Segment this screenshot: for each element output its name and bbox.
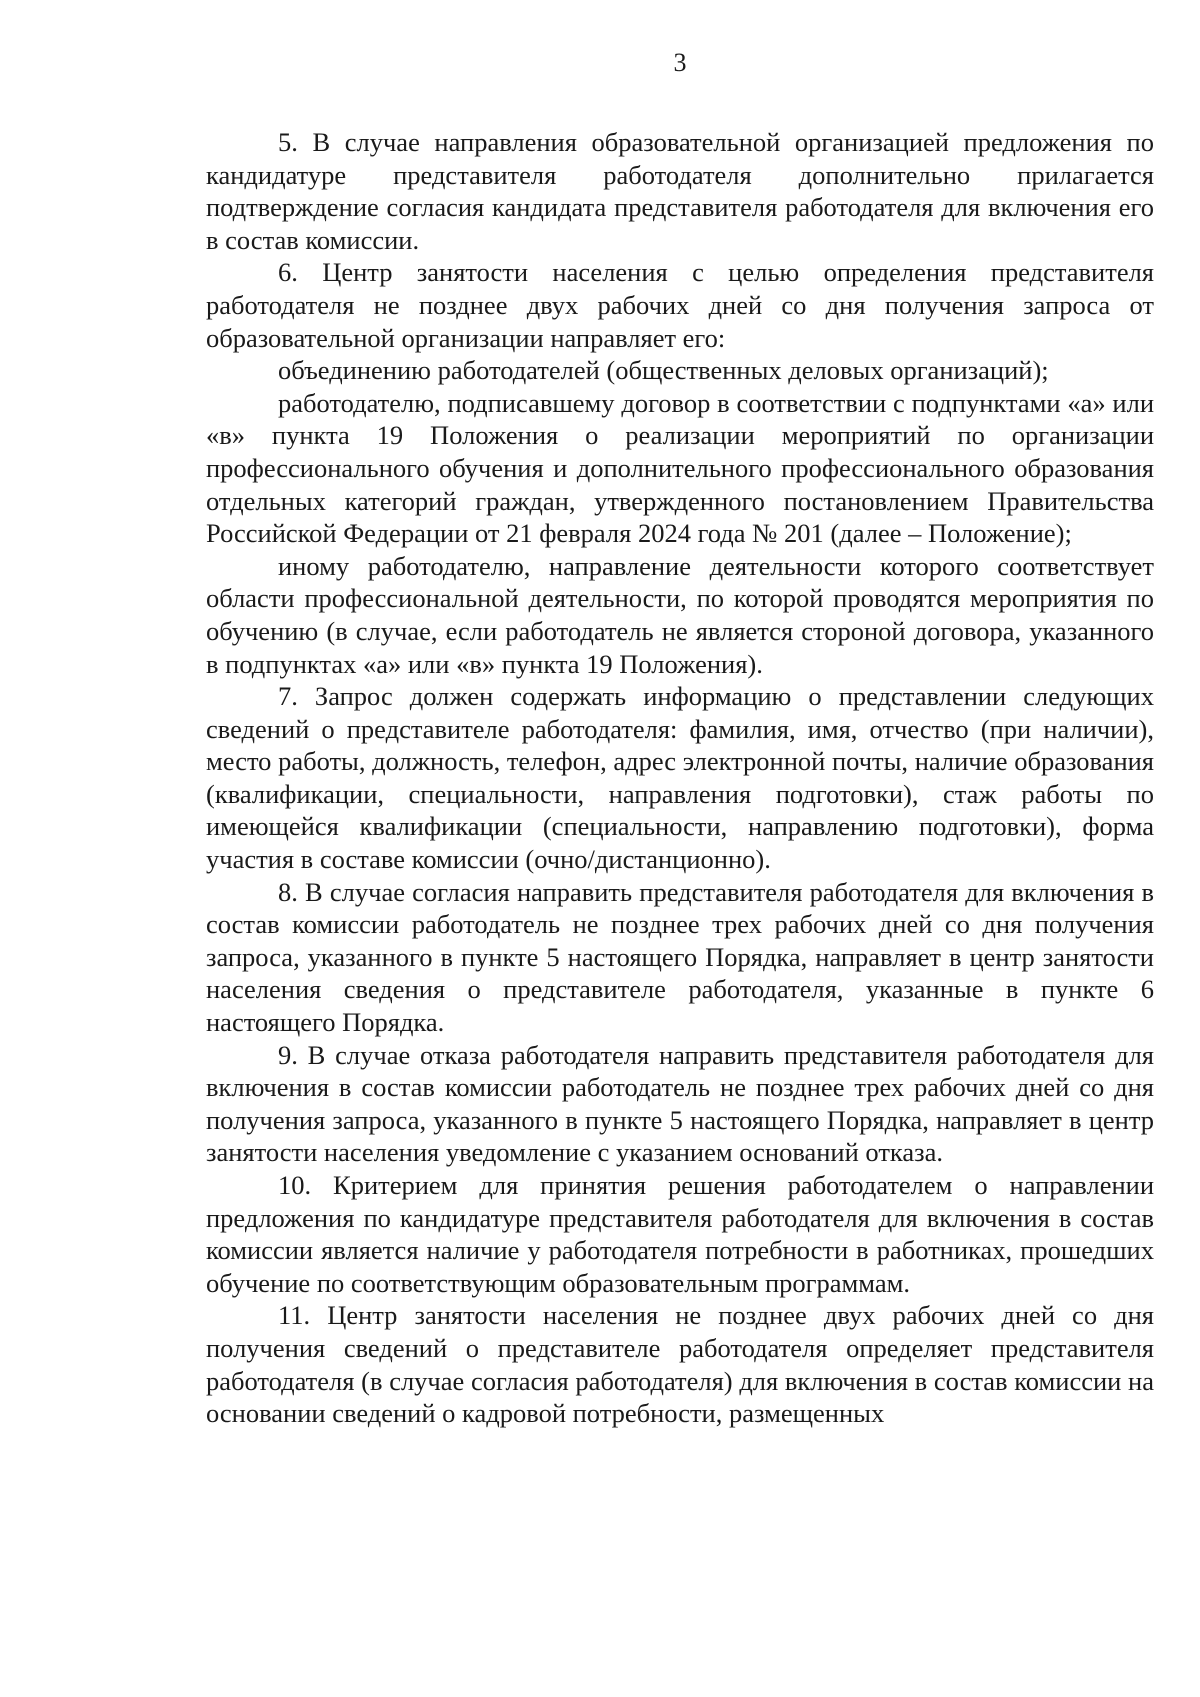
paragraph-item-6: 6. Центр занятости населения с целью определения представителя работодателя не позднее двух рабочих дней со дня получения запроса от образовательной организации направляет его:: [206, 257, 1154, 353]
paragraph-item-5: 5. В случае направления образовательной организацией предложения по кандидатуре представителя работодателя дополнительно прилагается подтверждение согласия кандидата представителя работодателя для включения его в состав комиссии.: [206, 127, 1154, 255]
paragraph-other-employer: иному работодателю, направление деятельности которого соответствует области профессиональной деятельности, по которой проводятся мероприятия по обучению (в случае, если работодатель не является стороной договора, указанного в подпунктах «а» или «в» пункта 19 Положения).: [206, 550, 1154, 679]
paragraph-item-11: 11. Центр занятости населения не позднее двух рабочих дней со дня получения сведений о представителе работодателя определяет представителя работодателя (в случае согласия работодателя) для включения в состав комиссии на основании сведений о кадровой потребности, размещенных: [206, 1300, 1154, 1429]
paragraph-item-8: 8. В случае согласия направить представителя работодателя для включения в состав комиссии работодатель не позднее трех рабочих дней со дня получения запроса, указанного в пункте 5 настоящего Порядка, направляет в центр занятости населения сведения о представителе работодателя, указанные в пункте 6 настоящего Порядка.: [206, 876, 1154, 1038]
paragraph-item-7: 7. Запрос должен содержать информацию о представлении следующих сведений о представителе работодателя: фамилия, имя, отчество (при наличии), место работы, должность, телефон, адрес электронной почты, наличие образования (квалификации, специальности, направления подготовки), стаж работы по имеющейся квалификации (специальности, направлению подготовки), форма участия в составе комиссии (очно/дистанционно).: [206, 681, 1154, 875]
paragraph-item-9: 9. В случае отказа работодателя направить представителя работодателя для включения в состав комиссии работодатель не позднее трех рабочих дней со дня получения запроса, указанного в пункте 5 настоящего Порядка, направляет в центр занятости населения уведомление с указанием оснований отказа.: [206, 1039, 1154, 1168]
paragraph-item-10: 10. Критерием для принятия решения работодателем о направлении предложения по кандидатуре представителя работодателя для включения в состав комиссии является наличие у работодателя потребности в работниках, прошедших обучение по соответствующим образовательным программам.: [206, 1170, 1154, 1298]
document-body: [206, 126, 1154, 1430]
paragraph-employers-association: объединению работодателей (общественных деловых организаций);: [278, 355, 1049, 386]
paragraph-employer-contract: работодателю, подписавшему договор в соответствии с подпунктами «а» или «в» пункта 19 Положения о реализации мероприятий по организации профессионального обучения и дополнительного профессионального образования отдельных категорий граждан, утвержденного постановлением Правительства Российской Федерации от 21 февраля 2024 года № 201 (далее – Положение);: [206, 387, 1154, 549]
page-number: 3: [673, 48, 687, 77]
